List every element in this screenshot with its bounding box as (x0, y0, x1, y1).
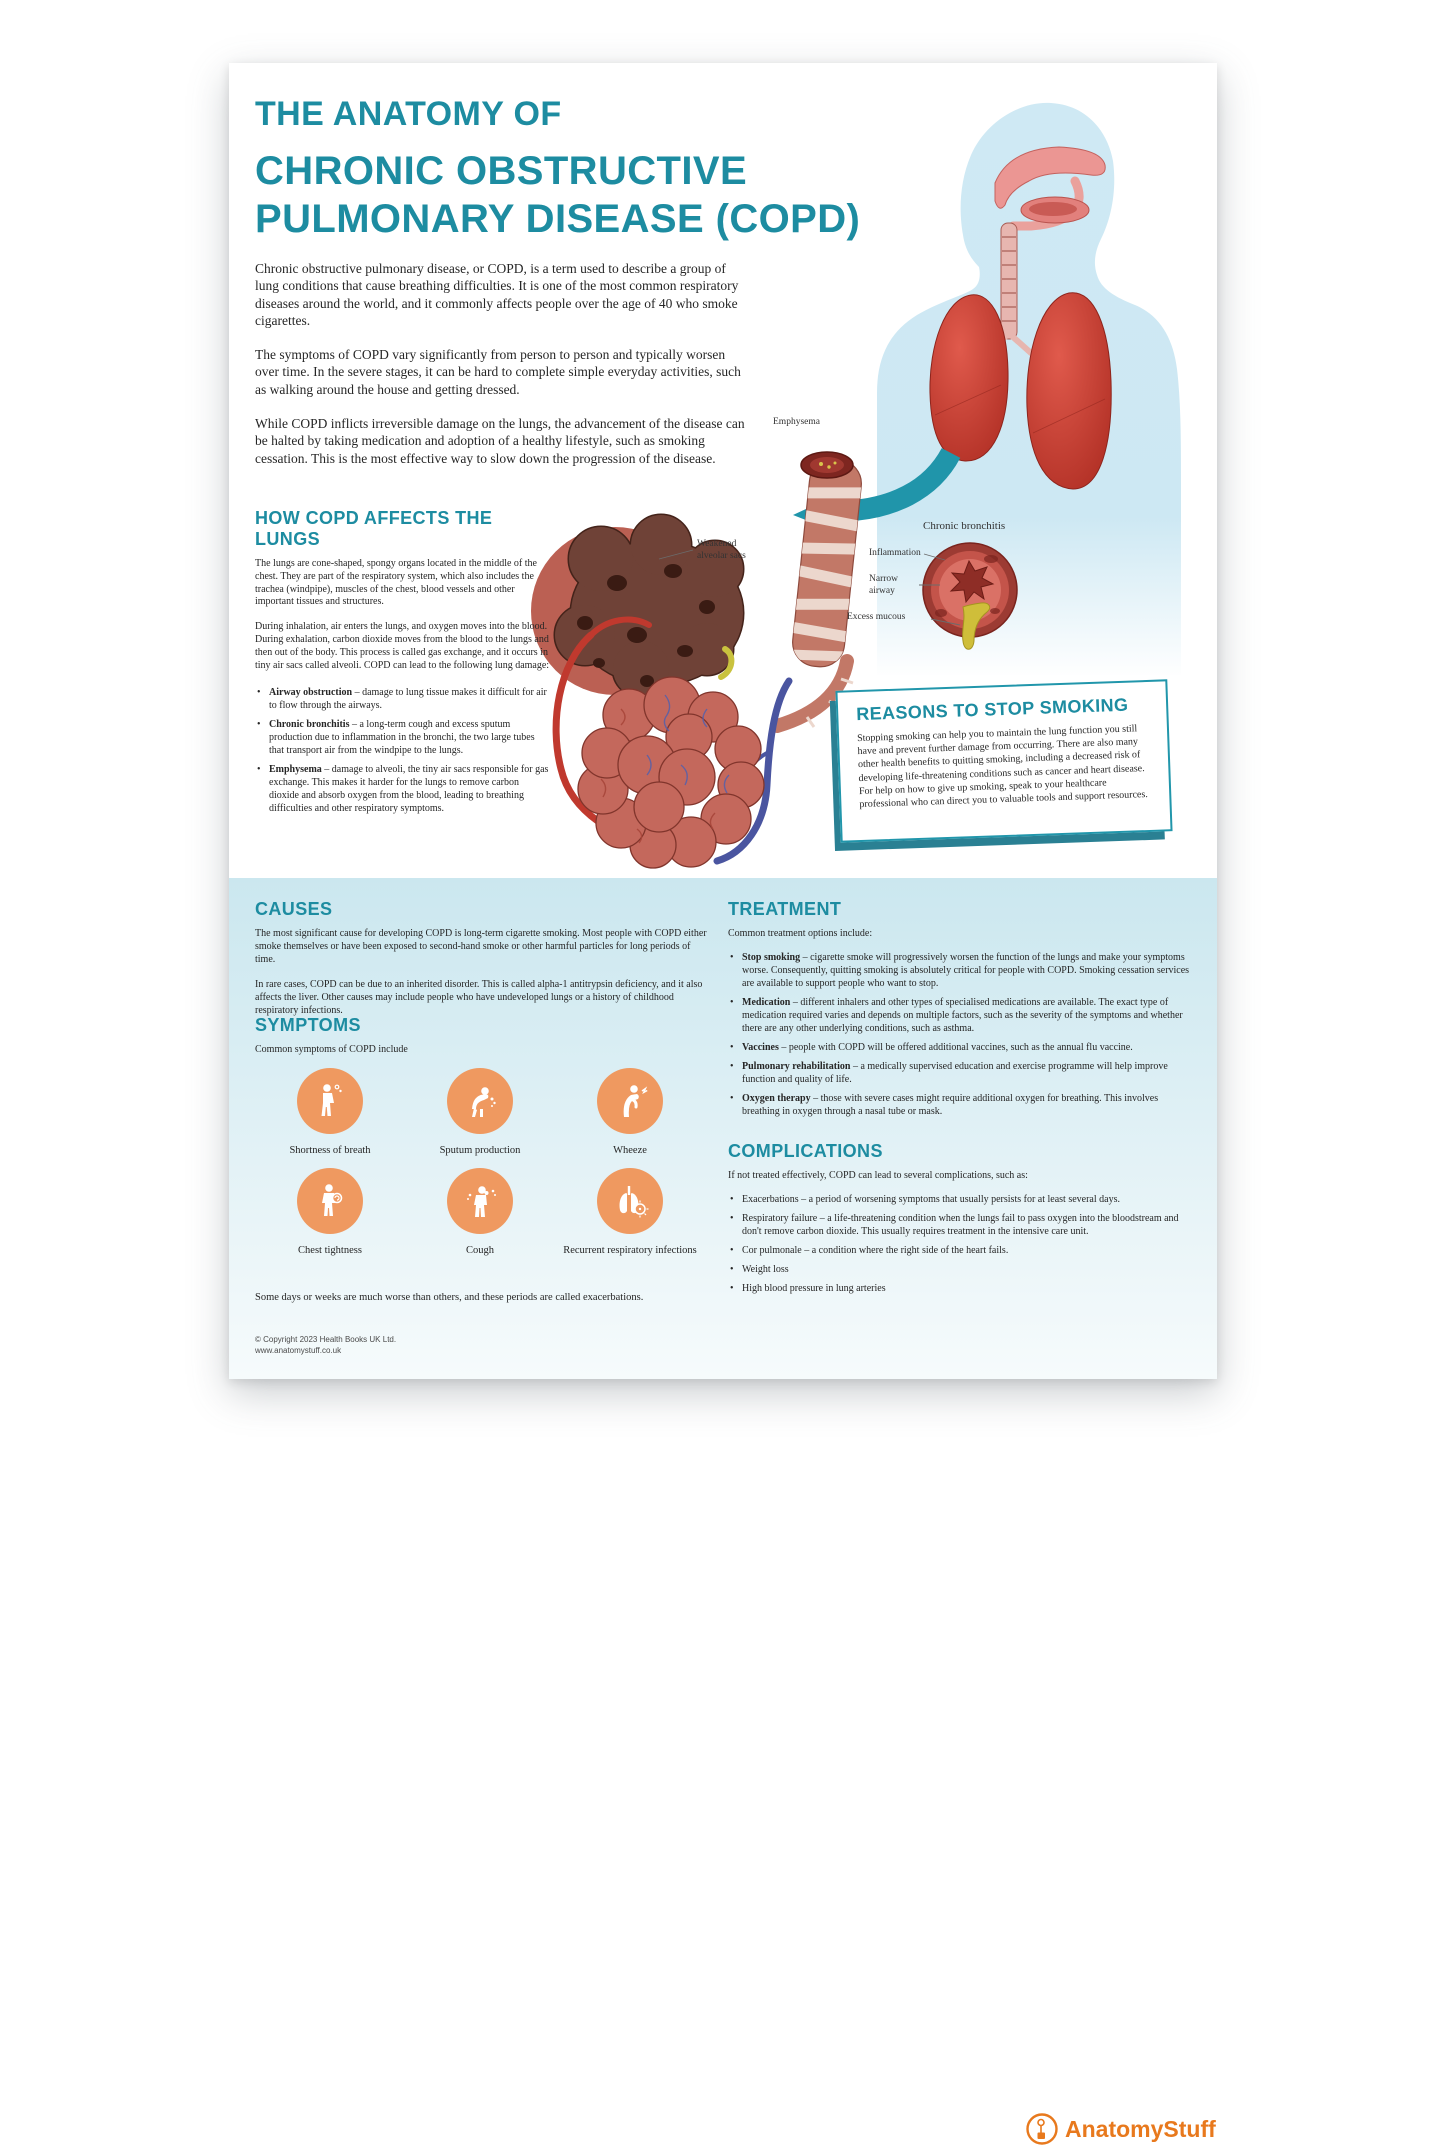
complications-list (728, 1193, 1192, 1295)
symptom-label: Wheeze (613, 1145, 647, 1156)
sputum-production-icon (447, 1068, 513, 1134)
stop-smoking-callout (835, 679, 1172, 842)
narrow-airway-label: Narrow airway (869, 574, 899, 596)
how-copd-paragraph: The lungs are cone-shaped, spongy organs located in the middle of the chest. They are part of the respiratory system, which also includes the trachea (windpipe), muscles of the chest, blood vessels and other important tissues and structures. (255, 558, 537, 608)
how-copd-section (255, 508, 551, 821)
copd-poster (229, 63, 1217, 2142)
alveoli-cluster (578, 677, 764, 868)
complications-heading: COMPLICATIONS (728, 1141, 883, 1161)
complication-item: • Weight loss (728, 1263, 1192, 1276)
symptom-label: Sputum production (439, 1145, 521, 1156)
causes-section (255, 899, 713, 1018)
symptom-label: Chest tightness (298, 1244, 362, 1256)
treatment-item: • Vaccines – people with COPD will be offered additional vaccines, such as the annual flu vaccine. (728, 1041, 1192, 1054)
complications-section (728, 1141, 1192, 1301)
symptom-label: Recurrent respiratory infections (563, 1244, 697, 1256)
treatment-item: • Oxygen therapy – those with severe cases might require additional oxygen for breathing. This involves breathing in oxygen through a nasal tube or mask. (728, 1092, 1192, 1118)
symptom-item (255, 1068, 405, 1158)
treatment-item: • Stop smoking – cigarette smoke will progressively worsen the function of the lungs and make your symptoms worse. Consequently, quitting smoking is absolutely critical for people with COPD. Smoking cessation services are available to support people who want to stop. (728, 951, 1192, 990)
tongue (1029, 202, 1077, 216)
bottom-panel (229, 878, 1217, 2142)
wheeze-icon (597, 1068, 663, 1134)
symptom-icon-grid (255, 1068, 707, 1257)
complication-item: • Exacerbations – a period of worsening symptoms that usually persists for at least several days. (728, 1193, 1192, 1206)
symptom-label: Cough (465, 1244, 494, 1256)
complication-item: • Respiratory failure – a life-threatening condition when the lungs fail to pass oxygen into the bloodstream and don't remove carbon dioxide. This usually requires treatment in the intensive care unit. (728, 1212, 1192, 1238)
symptom-item (405, 1068, 555, 1158)
anatomystuff-logo (1025, 2112, 1216, 2146)
intro-copy (255, 260, 749, 484)
copyright-line: © Copyright 2023 Health Books UK Ltd. (255, 1335, 397, 1344)
title-line-3: PULMONARY DISEASE (COPD) (255, 197, 861, 241)
intro-paragraph: The symptoms of COPD vary significantly from person to person and typically worsen over time. In the severe stages, it can be hard to complete simple everyday activities, such as walking around the house and getting dressed. (255, 347, 741, 397)
intro-paragraph: Chronic obstructive pulmonary disease, or COPD, is a term used to describe a group of lung conditions that cause breathing difficulties. It is one of the most common respiratory diseases around the world, and it commonly affects people over the age of 40 who smoke cigarettes. (255, 261, 739, 328)
complications-intro: If not treated effectively, COPD can lead to several complications, such as: (728, 1170, 1028, 1181)
page-title (255, 147, 1015, 243)
inflammation-label: Inflammation (869, 548, 921, 558)
lung-damage-list (255, 686, 551, 815)
causes-paragraph: In rare cases, COPD can be due to an inherited disorder. This is called alpha-1 antitrypsin deficiency, and it also affects the liver. Other causes may include people who have undeveloped lungs or a history of childhood respiratory infections. (255, 979, 703, 1016)
complication-item: • High blood pressure in lung arteries (728, 1282, 1192, 1295)
treatment-intro: Common treatment options include: (728, 928, 873, 939)
brand-name: AnatomyStuff (1065, 2115, 1216, 2142)
symptom-item (405, 1168, 555, 1258)
lung-damage-item: • Airway obstruction – damage to lung tissue makes it difficult for air to flow through the airways. (255, 686, 551, 712)
symptom-item (555, 1168, 705, 1258)
symptoms-note: Some days or weeks are much worse than others, and these periods are called exacerbations. (255, 1292, 644, 1303)
how-copd-heading: HOW COPD AFFECTS THE LUNGS (255, 508, 493, 549)
causes-paragraph: The most significant cause for developing COPD is long-term cigarette smoking. Most people with COPD either smoke themselves or have been exposed to second-hand smoke or other harmful particles for long periods of time. (255, 928, 707, 965)
symptom-item (255, 1168, 405, 1258)
treatment-item: • Pulmonary rehabilitation – a medically supervised education and exercise programme will help improve function and quality of life. (728, 1060, 1192, 1086)
treatment-list (728, 951, 1192, 1118)
symptoms-section (255, 1015, 713, 1057)
title-line-2: CHRONIC OBSTRUCTIVE (255, 149, 748, 193)
shortness-of-breath-icon (297, 1068, 363, 1134)
excess-mucous-label: Excess mucous (847, 612, 906, 622)
respiratory-infections-icon (597, 1168, 663, 1234)
lung-damage-item: • Emphysema – damage to alveoli, the tiny air sacs responsible for gas exchange. This makes it harder for the lungs to remove carbon dioxide and absorb oxygen from the blood, leading to breathing difficulties and other respiratory symptoms. (255, 763, 551, 815)
cough-icon (447, 1168, 513, 1234)
treatment-heading: TREATMENT (728, 899, 842, 919)
symptoms-intro: Common symptoms of COPD include (255, 1044, 408, 1055)
stop-smoking-heading: REASONS TO STOP SMOKING (855, 694, 1129, 725)
title-kicker: THE ANATOMY OF (255, 95, 562, 133)
symptom-item (555, 1068, 705, 1158)
lung-damage-item: • Chronic bronchitis – a long-term cough and excess sputum production due to inflammation in the bronchi, the two large tubes that transport air from the windpipe to the lungs. (255, 718, 551, 757)
emphysema-label: Emphysema (773, 417, 820, 427)
intro-paragraph: While COPD inflicts irreversible damage on the lungs, the advancement of the disease can be halted by taking medication and adoption of a healthy lifestyle, such as smoking cessation. This is the most effective way to slow down the progression of the disease. (255, 416, 745, 466)
alveolar-sacs-label: Weakened alveolar sacs (697, 539, 746, 561)
copyright-url: www.anatomystuff.co.uk (255, 1346, 342, 1355)
symptom-label: Shortness of breath (289, 1145, 371, 1156)
emphysema-bronchus (786, 456, 868, 669)
stop-smoking-body: Stopping smoking can help you to maintain the lung function you still have and prevent further damage from occurring. There are also many other health benefits to quitting smoking, including a decreased risk of developing life-threatening conditions such as cancer and heart disease. For help on how to give up smoking, speak to your healthcare professional who can direct you to valuable tools and support resources. (856, 723, 1148, 811)
copyright (255, 1334, 396, 1356)
symptoms-heading: SYMPTOMS (255, 1015, 361, 1035)
causes-heading: CAUSES (255, 899, 333, 919)
anatomystuff-logo-icon (1025, 2112, 1059, 2146)
complication-item: • Cor pulmonale – a condition where the right side of the heart fails. (728, 1244, 1192, 1257)
chest-tightness-icon (297, 1168, 363, 1234)
how-copd-paragraph: During inhalation, air enters the lungs, and oxygen moves into the blood. During exhalation, carbon dioxide moves from the blood to the lungs and then out of the body. This process is called gas exchange, and it occurs in tiny air sacs called alveoli. COPD can lead to the following lung damage: (255, 621, 550, 671)
treatment-item: • Medication – different inhalers and other types of specialised medications are available. The exact type of medication required varies and depends on multiple factors, such as the severity of the symptoms and whether there are any other underlying conditions, such as asthma. (728, 996, 1192, 1035)
treatment-section (728, 899, 1192, 1124)
bronchitis-title: Chronic bronchitis (923, 520, 1006, 532)
